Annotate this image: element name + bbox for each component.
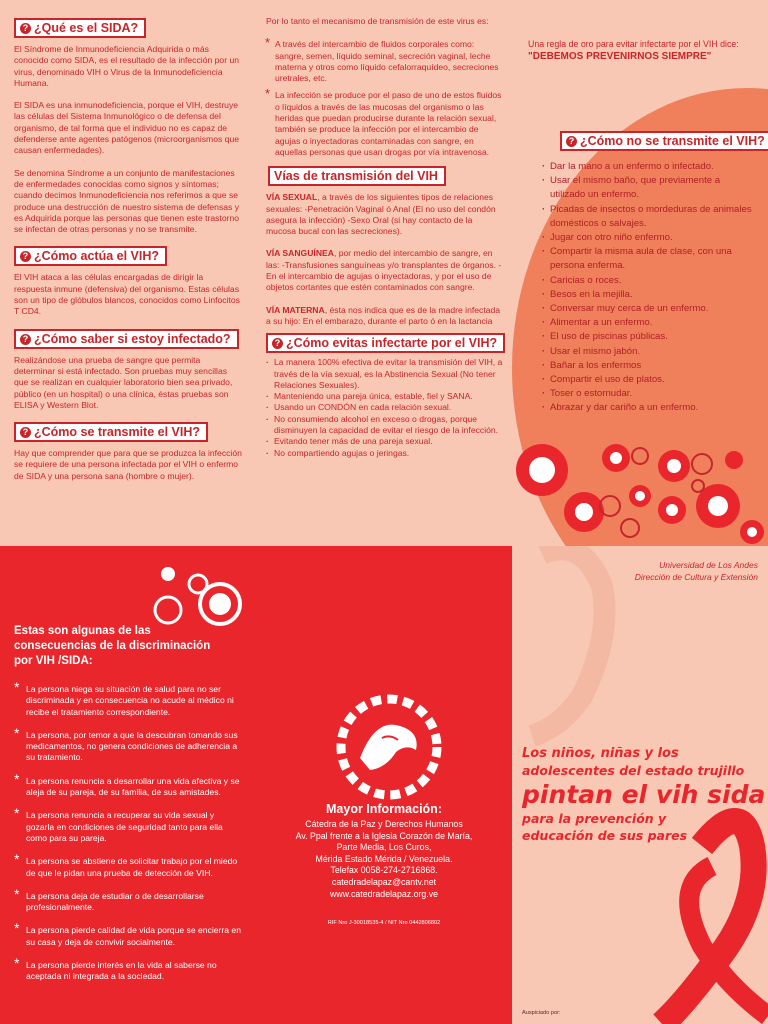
info-title: Mayor Información: [326, 802, 442, 816]
info-line: Cátedra de la Paz y Derechos Humanos [305, 819, 463, 829]
info-line: Av. Ppal frente a la Iglesia Corazón de María, [295, 830, 473, 841]
star-icon: * [14, 920, 20, 937]
auspiciado: Auspiciado por: [522, 1010, 561, 1016]
list-item: * A través del intercambio de fluidos corporales como: sangre, semen, líquido seminal, secreción vaginal, leche materna y otros como líquido cefalorraquídeo, secreciones uretrales, etc. [265, 35, 499, 84]
list-item: · Besos en la mejilla. [542, 288, 757, 302]
cover-line: Los niños, niñas y los [522, 746, 679, 761]
panel-no-se-transmite [512, 0, 768, 546]
question-icon: ? [566, 136, 577, 147]
info-line: Telefax 0058-274-2716868. [330, 865, 438, 876]
cover-line: educación de sus pares [522, 828, 688, 843]
star-icon: * [14, 955, 20, 972]
no-transmite-list [542, 160, 757, 416]
universidad [635, 560, 758, 583]
question-icon: ? [272, 338, 283, 349]
list-item: · Abrazar y dar cariño a un enfermo. [542, 401, 757, 415]
star-icon: * [14, 724, 20, 741]
panel-portada [512, 546, 768, 1024]
via-materna: VÍA MATERNA, ésta nos indica que es de la madre infectada a su hijo: En el embarazo, durante el parto ó en la lactancia [266, 304, 501, 326]
list-item: * La persona deja de estudiar o de desarrollarse profesionalmente. [14, 885, 204, 913]
section-title-como-saber: ? ¿Cómo saber si estoy infectado? [14, 329, 239, 349]
list-item: · Evitando tener más de una pareja sexual. [266, 436, 504, 447]
question-icon: ? [20, 427, 31, 438]
question-icon: ? [20, 251, 31, 262]
star-icon: * [14, 770, 20, 787]
star-icon: * [14, 679, 20, 695]
section-title-como-evitar: ? ¿Cómo evitas infectarte por el VIH? [266, 333, 505, 353]
evitar-list [266, 357, 504, 459]
info-line: Parte Media, Los Curos, [336, 842, 432, 853]
discriminacion-title: Estas son algunas de las consecuencias de la discriminación por VIH /SIDA: [14, 625, 211, 667]
list-item: · Usar el mismo jabón. [542, 345, 757, 359]
cover-line: adolescentes del estado trujillo [522, 763, 745, 778]
list-item: · Picadas de insectos o mordeduras de animales domésticos o salvajes. [542, 203, 757, 231]
uni-line: Dirección de Cultura y Extensión [634, 571, 758, 582]
intro-text: Por lo tanto el mecanismo de transmisión de este virus es: [266, 16, 489, 26]
via-sexual: VÍA SEXUAL, a través de los siguientes tipos de relaciones sexuales: -Penetración Vaginal ó Anal (El no uso del condón asegura la infección) -Sexo Oral (si hay contacto de la mucosa bucal con las secreciones). [266, 192, 496, 237]
list-item: · Alimentar a un enfermo. [542, 316, 757, 330]
section-title-vias: Vías de transmisión del VIH [268, 166, 446, 186]
discriminacion-list [14, 679, 244, 995]
list-item: · Compartir el uso de platos. [542, 373, 757, 387]
list-item: · Usando un CONDÓN en cada relación sexual. [266, 402, 504, 413]
list-item: · Toser o estornudar. [542, 387, 757, 401]
list-item: · Compartir la misma aula de clase, con una persona enferma. [542, 245, 757, 273]
list-item: * La persona renuncia a desarrollar una vida afectiva y se aleja de su pareja, de su familia, de sus amistades. [14, 770, 240, 798]
list-item: * La persona renuncia a recuperar su vida sexual y gozarla en condiciones de seguridad tanto para ella como para su pareja. [14, 805, 223, 843]
cover-line: para la prevención y [522, 811, 667, 826]
paragraph: Realizándose una prueba de sangre que permita determinar si está infectado. Son pruebas muy sencillas que se realizan en cualquier laboratorio bien sea privado, público (en un hospital) o una clínica, éstas pruebas son ELISA y Western Blot. [14, 354, 233, 410]
email-link[interactable]: catedradelapaz@cantv.net [331, 876, 437, 887]
list-item: · Jugar con otro niño enfermo. [542, 231, 757, 245]
star-icon: * [265, 86, 271, 102]
star-icon: * [14, 885, 20, 902]
list-item: · La manera 100% efectiva de evitar la transmisión del VIH, a través de la vía sexual, es la Abstinencia Sexual (No tener Relaciones Sexuales). [266, 357, 504, 391]
rif-nit: RIF Nro J-30018535-4 / NIT Nro 0442806802 [327, 920, 441, 927]
virus-icon [516, 444, 764, 544]
star-icon: * [265, 35, 271, 51]
list-item: · Dar la mano a un enfermo o infectado. [542, 160, 757, 174]
list-item: * La persona pierde calidad de vida porque se encierra en su casa y deja de convivir socialmente. [14, 920, 241, 947]
mayor-informacion [256, 802, 512, 926]
list-item: * La persona pierde interés en la vida al saberse no aceptada ni integrada a la sociedad. [14, 955, 217, 982]
list-item: * La persona se abstiene de solicitar trabajo por el miedo de que le pidan una prueba de detección de VIH. [14, 851, 238, 878]
info-line: Mérida Estado Mérida / Venezuela. [315, 853, 453, 864]
catedra-paz-logo [330, 688, 448, 806]
panel-discriminacion [0, 546, 512, 1024]
question-icon: ? [20, 334, 31, 345]
paragraph: El VIH ataca a las células encargadas de dirigir la respuesta inmune (defensiva) del organismo. Estas células son un tipo de glóbulos blancos, conocidos como Linfocitos T CD4. [14, 272, 240, 317]
list-item: · Usar el mismo baño, que previamente a utilizado un enfermo. [542, 174, 757, 202]
virus-gears-illustration [512, 400, 768, 546]
list-item: · No compartiendo agujas o jeringas. [266, 448, 504, 459]
list-item: · No consumiendo alcohol en exceso o drogas, porque disminuyen la capacidad de evitar el riesgo de la infección. [266, 414, 504, 437]
list-item: · Manteniendo una pareja única, estable, fiel y SANA. [266, 391, 504, 402]
list-item: * La persona, por temor a que la descubran tomando sus medicamentos, no genera condiciones de adherencia a su tratamiento. [14, 724, 238, 763]
list-item: * La infección se produce por el paso de uno de estos fluidos o líquidos a través de las mucosas del organismo o las heridas que puedan producirse durante la relación sexual, también se produce la infección por el intercambio de agujas o inyectadoras contaminadas con sangre, en aquellas personas que usan drogas por vía intravenosa. [265, 86, 502, 157]
list-item: · Bañar a los enfermos [542, 359, 757, 373]
star-icon: * [14, 851, 20, 868]
section-title-que-es-sida: ? ¿Qué es el SIDA? [14, 18, 146, 38]
uni-line: Universidad de Los Andes [659, 560, 758, 570]
paragraph: Se denomina Síndrome a un conjunto de manifestaciones de enfermedades conocidas como signos y síntomas; cuando decimos Inmunodeficiencia nos referimos a que se produce una destrucción de nuestro sistema de defensas y es Adquirida porque las personas que tienen este trastorno se infectan de otras personas y no se transmite. [14, 167, 240, 235]
question-icon: ? [20, 23, 31, 34]
website-link[interactable]: www.catedradelapaz.org.ve [329, 888, 439, 899]
list-item: · El uso de piscinas públicas. [542, 330, 757, 344]
list-item: · Caricias o roces. [542, 274, 757, 288]
paragraph: El Síndrome de Inmunodeficiencia Adquirida o más conocido como SIDA, es el resultado de la infección por un virus, denominado VIH o Virus de la Inmunodeficiencia Humana. [14, 44, 239, 88]
panel-transmision [256, 0, 512, 546]
list-item: * La persona niega su situación de salud para no ser discriminada y en consecuencia no acude al médico ni recibe el tratamiento correspondiente. [14, 679, 234, 717]
cover-headline: pintan el vih sida [522, 780, 766, 809]
star-icon: * [14, 805, 20, 822]
section-title-como-actua: ? ¿Cómo actúa el VIH? [14, 246, 167, 266]
paragraph: El SIDA es una inmunodeficiencia, porque el VIH, destruye las células del Sistema Inmunológico o de defensa del organismo, de tal forma que el individuo no es capaz de defenderse ante agentes patógenos (microorganismos que causan enfermedades). [14, 100, 240, 156]
cover-title [522, 746, 768, 843]
regla-de-oro: Una regla de oro para evitar infectarte por el VIH dice: "DEBEMOS PREVENIRNOS SIEMPRE" [528, 39, 739, 62]
panel-que-es-sida [0, 0, 256, 546]
list-item: · Conversar muy cerca de un enfermo. [542, 302, 757, 316]
section-title-no-se-transmite: ? ¿Cómo no se transmite el VIH? [560, 131, 768, 151]
paragraph: Hay que comprender que para que se produzca la infección se requiere de una persona infectada por el VIH o enfermo de SIDA y una persona sana (hombre o mujer). [14, 448, 242, 481]
via-sanguinea: VÍA SANGUÍNEA, por medio del intercambio de sangre, en las: -Transfusiones sanguíneas y/o transplantes de órganos. -En el intercambio de agujas o inyectadoras, y por el uso de objetos cortantes que estén contaminados con sangre. [266, 248, 502, 293]
section-title-como-se-transmite: ? ¿Cómo se transmite el VIH? [14, 422, 208, 442]
